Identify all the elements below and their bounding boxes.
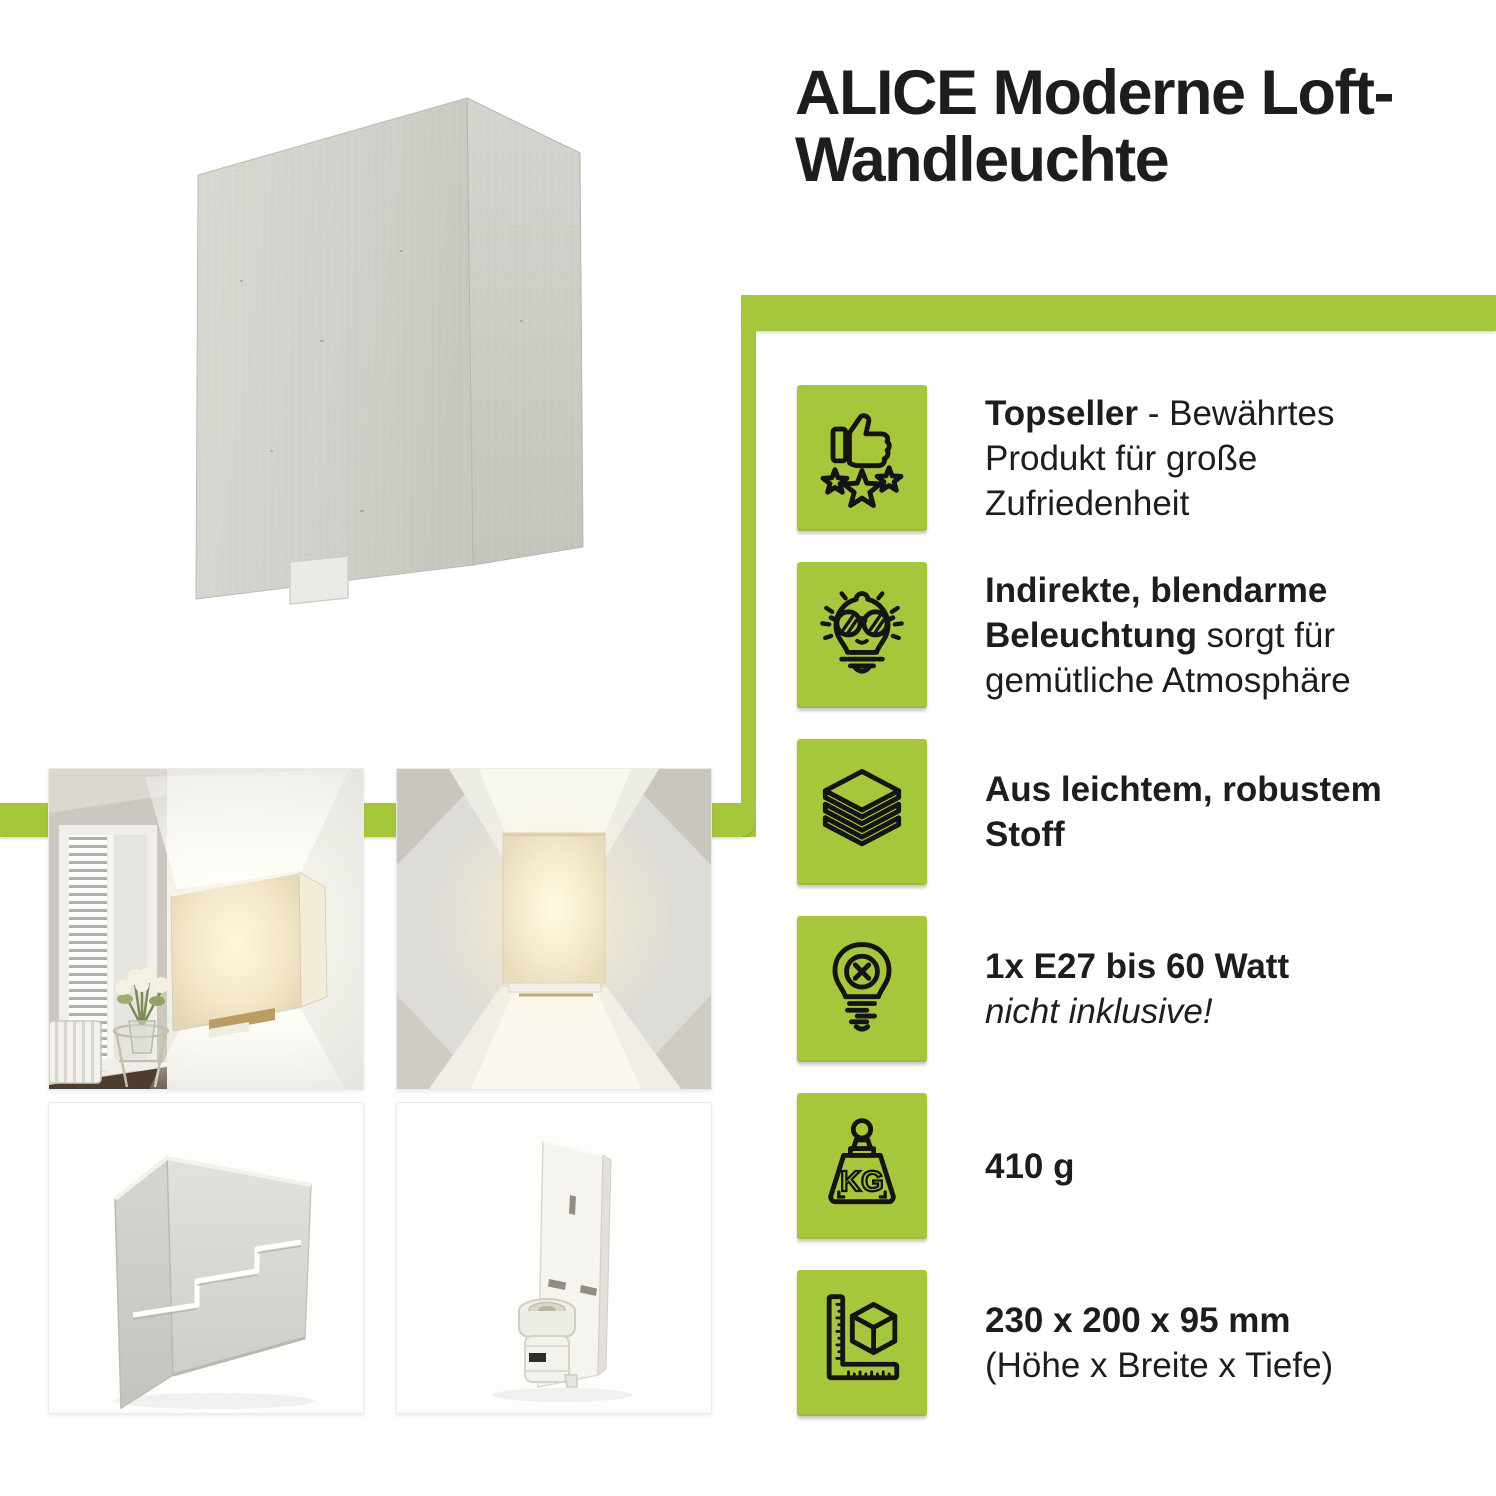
feature-text-line: 230 x 200 x 95 mm (985, 1301, 1291, 1340)
feature-row (797, 385, 1334, 531)
dimensions-ruler-cube-icon (813, 1287, 911, 1399)
feature-icon-tile (797, 562, 927, 708)
feature-text (985, 391, 1334, 526)
feature-text (985, 1298, 1333, 1388)
feature-text (985, 568, 1351, 703)
feature-text-line: Produkt für große (985, 438, 1258, 478)
feature-text-line: Stoff (985, 815, 1065, 854)
feature-text-line: Topseller - Bewährtes (985, 393, 1335, 433)
feature-text-line: Aus leichtem, robustem (985, 770, 1382, 809)
feature-row (797, 562, 1351, 708)
thumbnail-lit-front-photo (396, 768, 712, 1090)
connector-top-bar (741, 295, 1496, 331)
feature-row (797, 1093, 1075, 1239)
feature-text (985, 1144, 1075, 1189)
topseller-thumbs-up-stars-icon (813, 402, 911, 514)
feature-row (797, 739, 1382, 885)
product-photo-main (150, 70, 670, 630)
feature-text-line: Beleuchtung sorgt für (985, 615, 1336, 655)
thumbnail-fabric-shade-photo (48, 1102, 364, 1414)
feature-icon-tile (797, 916, 927, 1062)
feature-icon-tile (797, 739, 927, 885)
feature-icon-tile (797, 385, 927, 531)
connector-vertical-line (741, 295, 756, 837)
feature-row (797, 916, 1289, 1062)
feature-text (985, 767, 1382, 857)
bulb-sunglasses-icon (813, 579, 911, 691)
feature-text-line: 1x E27 bis 60 Watt (985, 947, 1290, 986)
fabric-layers-icon (813, 756, 911, 868)
bulb-not-included-icon (813, 933, 911, 1045)
thumbnail-room-scene-photo (48, 768, 364, 1090)
feature-text (985, 944, 1289, 1034)
feature-text-line: Zufriedenheit (985, 483, 1190, 523)
feature-text-line: (Höhe x Breite x Tiefe) (985, 1346, 1334, 1385)
feature-icon-tile (797, 1270, 927, 1416)
svg-text:KG: KG (840, 1166, 884, 1199)
weight-kg-icon (813, 1110, 911, 1222)
wall-lamp-photo (150, 70, 670, 630)
feature-text-line: 410 g (985, 1146, 1075, 1186)
feature-icon-tile (797, 1093, 927, 1239)
thumbnail-mounting-plate-photo (396, 1102, 712, 1414)
feature-text-line: gemütliche Atmosphäre (985, 660, 1351, 700)
feature-text-line: Indirekte, blendarme (985, 570, 1328, 610)
page-title: ALICE Moderne Loft-Wandleuchte (795, 58, 1393, 195)
feature-text-line: nicht inklusive! (985, 992, 1213, 1031)
feature-row (797, 1270, 1333, 1416)
